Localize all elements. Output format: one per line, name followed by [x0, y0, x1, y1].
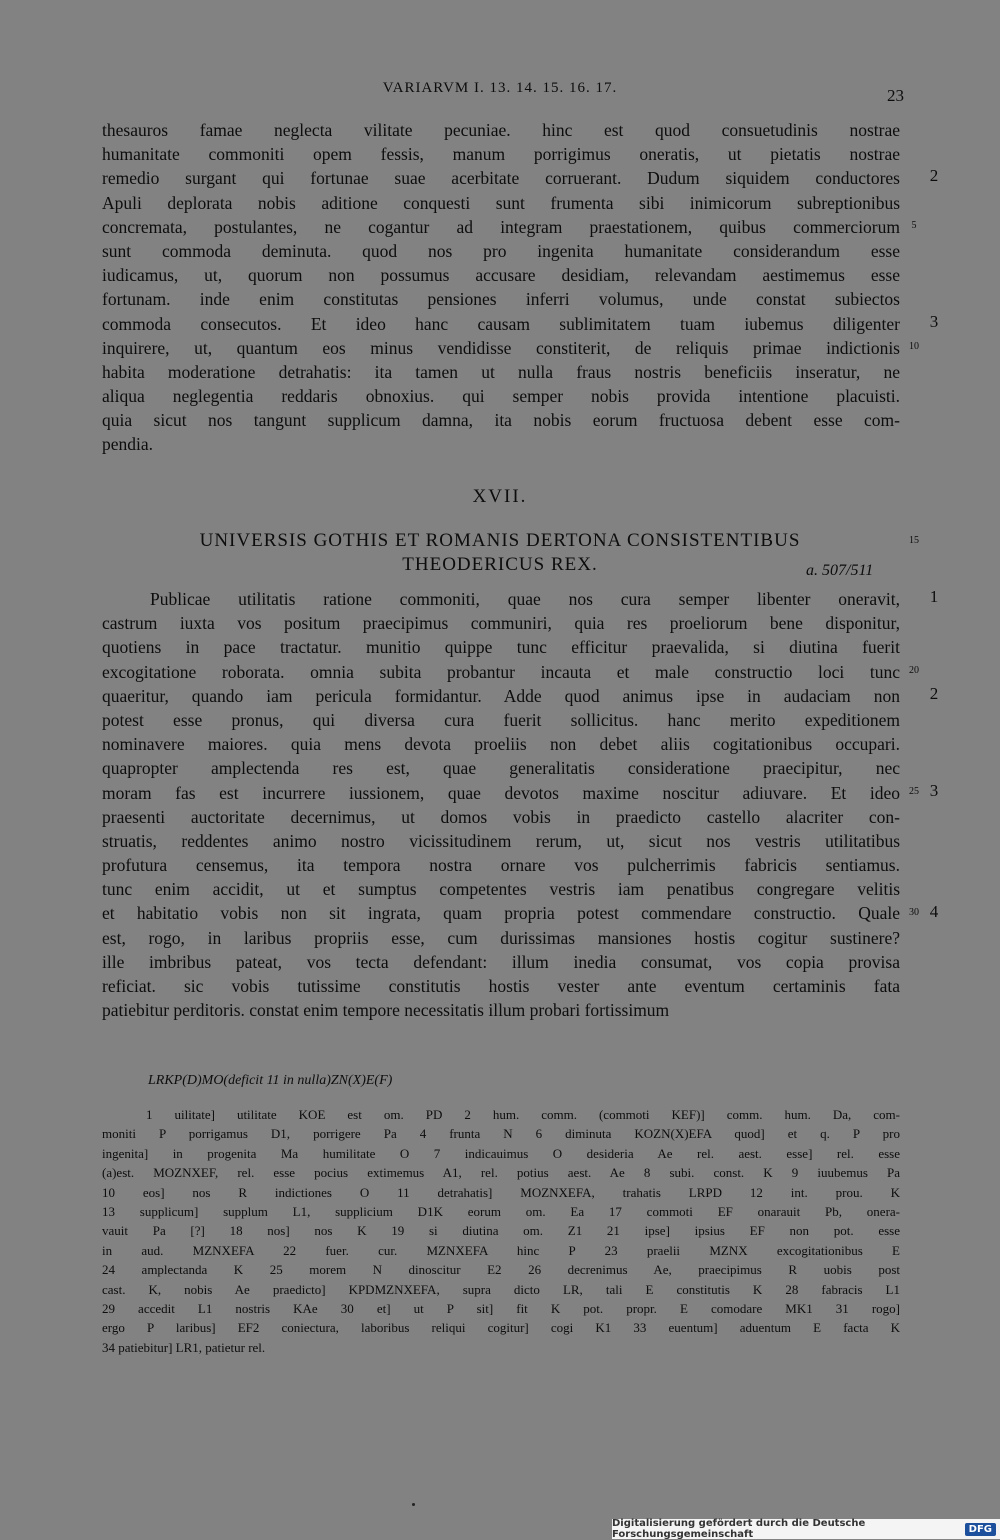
text-line: moram fas est incurrere iussionem, quae devotos maxime noscitur adiuvare. Et ideo	[102, 782, 900, 803]
line-number: 30	[909, 906, 919, 918]
text-line: sunt commoda deminuta. quod nos pro ingenita humanitate considerandum esse	[102, 240, 900, 261]
paragraph-number: 1	[929, 587, 939, 606]
text-line: Apuli deplorata nobis aditione conquesti sunt frumenta sibi inimicorum subreptionibus	[102, 192, 900, 213]
text-line: quia sicut nos tangunt supplicum damna, ita nobis eorum fructuosa debent esse com-	[102, 410, 900, 431]
body-text-letter	[102, 587, 900, 1022]
apparatus-line: 1 uilitate] utilitate KOE est om. PD 2 hum. comm. (commoti KEF)] comm. hum. Da, com-	[146, 1107, 900, 1122]
text-line: remedio surgant qui fortunae suae acerbitate corruerant. Dudum siquidem conductores	[102, 168, 900, 189]
text-line: reficiat. sic vobis tutissime constitutis hostis vester ante eventum certaminis fata	[102, 976, 900, 996]
text-line: habita moderatione detrahatis: ita tamen ut nulla fraus nostris beneficiis inseratur, ne	[102, 361, 900, 382]
paragraph-number: 3	[929, 311, 939, 331]
apparatus-line: moniti P porrigamus D1, porrigere Pa 4 frunta N 6 diminuta KOZN(X)EFA quod] et q. P pro	[102, 1126, 900, 1142]
running-title: VARIARVM I. 13. 14. 15. 16. 17.	[382, 80, 618, 96]
dfg-logo-icon: DFG	[965, 1523, 996, 1536]
apparatus-line: 34 patiebitur] LR1, patietur rel.	[102, 1339, 266, 1355]
text-line: potest esse pronus, qui diversa cura fuerit sollicitus. hanc merito expeditionem	[102, 709, 900, 730]
footer-credit: Digitalisierung gefördert durch die Deutsche Forschungsgemeinschaft	[612, 1518, 866, 1540]
text-line: fortunam. inde enim constitutas pensiones inferri volumus, unde constat subiectos	[102, 289, 900, 310]
text-line: castrum iuxta vos positum praecipimus communiri, quia res proeliorum bene disponitur,	[102, 613, 900, 634]
text-line: Publicae utilitatis ratione commoniti, quae nos cura semper libenter oneravit,	[150, 589, 900, 609]
line-number: 10	[909, 340, 919, 352]
text-line: quotiens in pace tractatur. munitio quippe tunc efficitur praevalida, si diutina fuerit	[102, 637, 900, 658]
text-line: excogitatione roborata. omnia subita probantur incauta et male constructio loci tunc	[102, 661, 900, 682]
text-line: quapropter amplectenda res est, quae generalitatis consideratione praecipitur, nec	[102, 758, 900, 779]
text-line: profutura censemus, ita tempora nostra ornare vos pulcherrimis fabricis sentiamus.	[102, 855, 900, 876]
address-line-2: THEODERICUS REX.	[402, 554, 598, 575]
text-line: concremata, postulantes, ne cogantur ad integram praestationem, quibus commerciorum	[102, 216, 900, 237]
letter-number: XVII.	[472, 486, 528, 507]
text-line: commoda consecutos. Et ideo hanc causam sublimitatem tuam iubemus diligenter	[102, 313, 900, 334]
paragraph-number: 3	[929, 780, 939, 800]
text-line: humanitate commoniti opem fessis, manum porrigimus oneratis, ut pietatis nostrae	[102, 144, 900, 165]
apparatus-line: ingenita] in progenita Ma humilitate O 7 indicauimus O desideria Ae rel. aest. esse] rel. esse	[102, 1145, 900, 1161]
page-mark	[412, 1503, 415, 1506]
paragraph-number: 2	[929, 683, 939, 703]
line-number: 5	[911, 219, 917, 231]
text-line: iudicamus, ut, quorum non possumus accusare desidiam, relevandam aestimemus esse	[102, 265, 900, 286]
text-line: ille imbribus pateat, vos tecta defendant: illum inedia consumat, vos copia provisa	[102, 951, 900, 972]
apparatus-line: 13 supplicum] supplum L1, supplicium D1K eorum om. Ea 17 commoti EF onarauit Pb, onera-	[102, 1203, 900, 1219]
text-line: aliqua neglegentia reddaris obnoxius. qui semper nobis provida intentione placuisti.	[102, 386, 900, 407]
footer-bar	[612, 1519, 1000, 1539]
body-text-top	[102, 118, 900, 457]
text-line: thesauros famae neglecta vilitate pecuniae. hinc est quod consuetudinis nostrae	[102, 120, 900, 140]
apparatus-line: 24 amplectanda K 25 morem N dinoscitur E2 26 decrenimus Ae, praecipimus R uobis post	[102, 1262, 900, 1278]
paragraph-number: 2	[929, 166, 939, 186]
apparatus-line: vauit Pa [?] 18 nos] nos K 19 si diutina om. Z1 21 ipse] ipsius EF non pot. esse	[102, 1223, 900, 1239]
apparatus-line: ergo P laribus] EF2 coniectura, laboribus reliqui cogitur] cogi K1 33 euentum] aduentum E facta K	[102, 1320, 900, 1336]
paragraph-number: 4	[929, 901, 939, 921]
page-number: 23	[887, 86, 904, 105]
text-line: inquirere, ut, quantum eos minus vendidisse constiterit, de reliquis primae indictionis	[102, 337, 900, 358]
critical-apparatus	[102, 1105, 900, 1357]
apparatus-line: 29 accedit L1 nostris KAe 30 et] ut P sit] fit K pot. propr. E comodare MK1 31 rogo]	[102, 1300, 900, 1316]
sigla-line: LRKP(D)MO(deficit 11 in nulla)ZN(X)E(F)	[148, 1073, 393, 1088]
text-line: tunc enim accidit, ut et sumptus competentes vestris iam penatibus congregare velitis	[102, 879, 900, 900]
address-line-1: UNIVERSIS GOTHIS ET ROMANIS DERTONA CONSISTENTIBUS	[199, 530, 801, 551]
line-number: 25	[909, 785, 919, 797]
letter-date: a. 507/511	[806, 562, 874, 579]
text-line: quaeritur, quando iam pericula formidantur. Adde quod animus ipse in audaciam non	[102, 685, 900, 706]
apparatus-line: in aud. MZNXEFA 22 fuer. cur. MZNXEFA hinc P 23 praelii MZNX excogitationibus E	[102, 1242, 900, 1258]
line-number: 15	[909, 535, 919, 546]
text-line: est, rogo, in laribus propriis esse, cum durissimas mansiones hostis cogitur sustinere?	[102, 927, 900, 948]
text-line: et habitatio vobis non sit ingrata, quam propria potest commendare constructio. Quale	[102, 903, 900, 924]
text-line: pendia.	[102, 434, 154, 455]
apparatus-line: cast. K, nobis Ae praedicto] KPDMZNXEFA, supra dicto LR, tali E constitutis K 28 fabracis L1	[102, 1281, 900, 1297]
line-number: 20	[909, 664, 919, 676]
text-line: praesenti auctoritate decernimus, ut domos vobis in praedicto castello alacriter con-	[102, 806, 900, 827]
text-line: patiebitur perditoris. constat enim tempore necessitatis illum probari fortissimum	[102, 1000, 670, 1021]
text-line: nominavere maiores. quia mens devota proeliis non debet aliis cogitationibus occupari.	[102, 734, 900, 755]
apparatus-line: 10 eos] nos R indictiones O 11 detrahatis] MOZNXEFA, trahatis LRPD 12 int. prou. K	[102, 1184, 900, 1200]
text-line: struatis, reddentes animo nostro vicissitudinem rerum, ut, sicut nos vestris utilitatibus	[102, 830, 900, 851]
apparatus-line: (a)est. MOZNXEF, rel. esse pocius extimemus A1, rel. potius aest. Ae 8 subi. const. K 9 iuubemus Pa	[102, 1165, 900, 1181]
